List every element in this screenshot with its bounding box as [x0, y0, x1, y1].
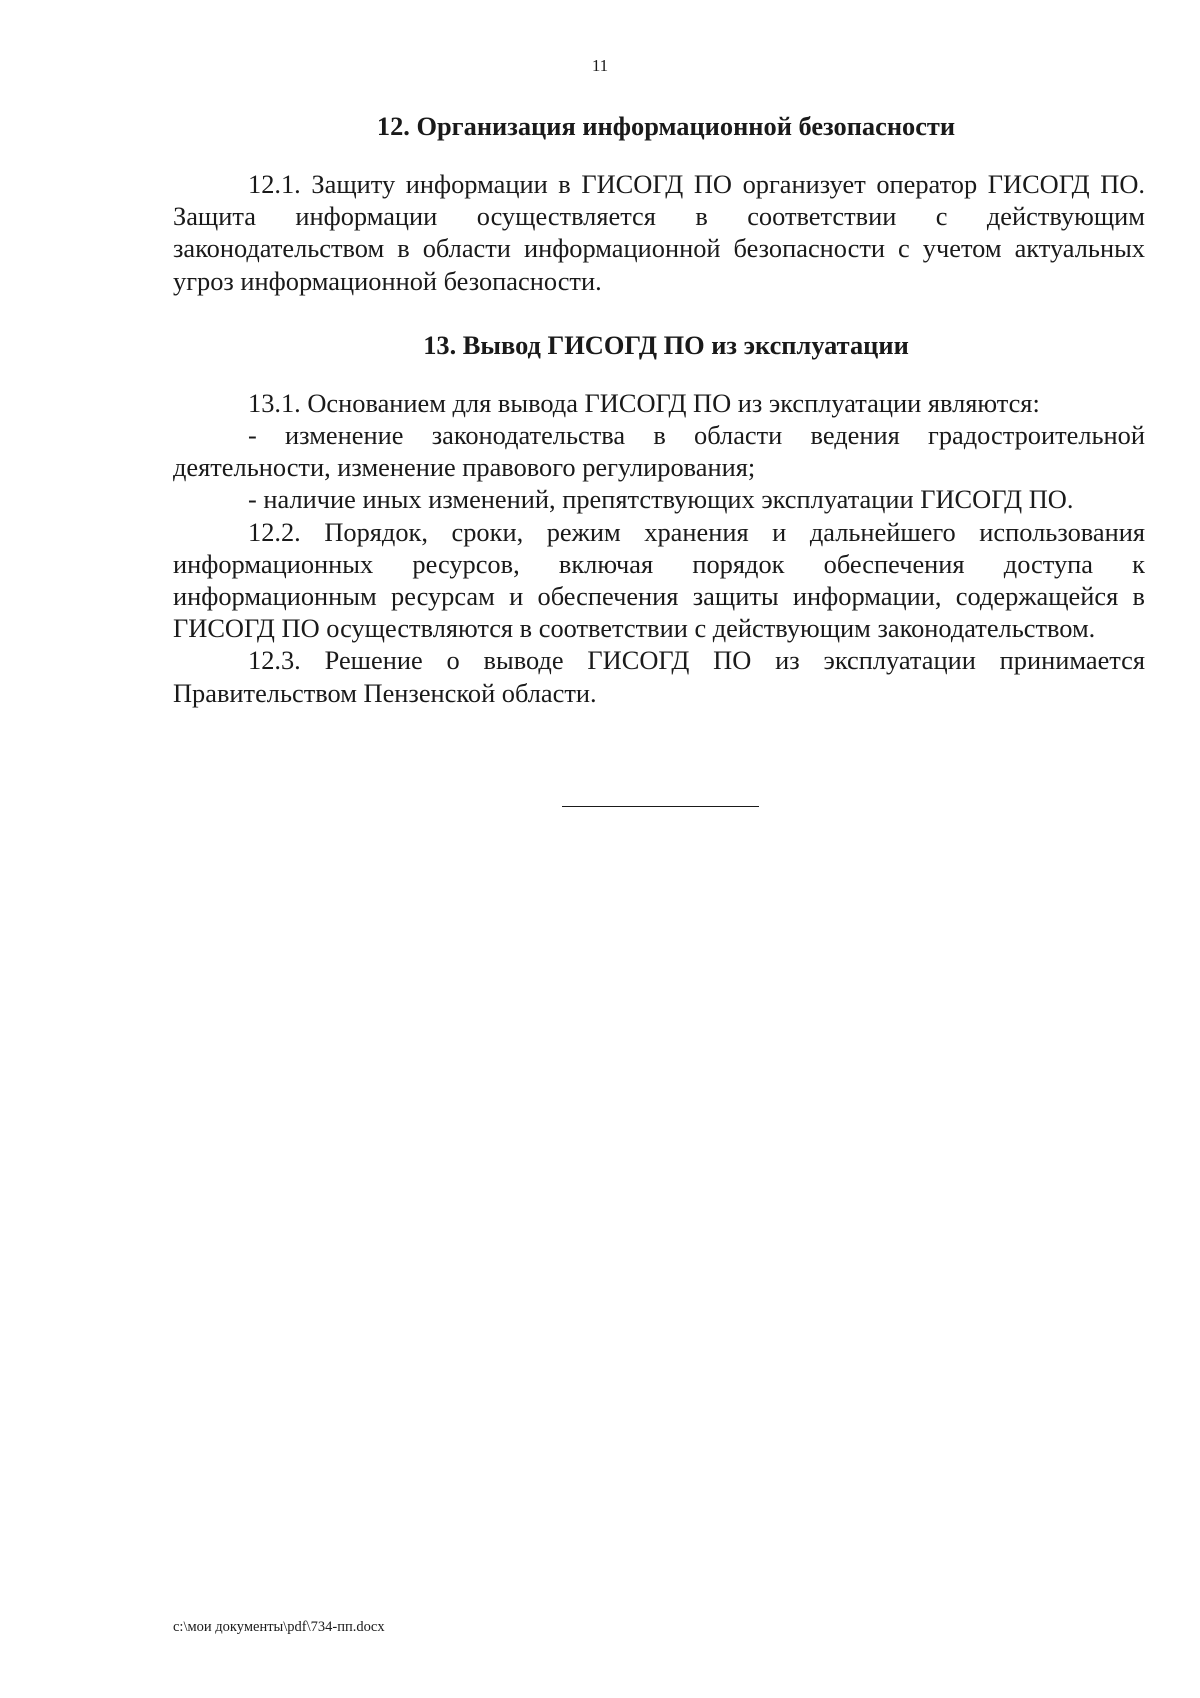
section-heading-12: 12. Организация информационной безопасности	[376, 111, 956, 141]
paragraph-12-2: 12.2. Порядок, сроки, режим хранения и дальнейшего использования информационных ресурсов, включая порядок обеспечения доступа к информационным ресурсам и обеспечения защиты информации, содержащейся в ГИСОГД ПО осуществляются в соответствии с действующим законодательством.	[173, 516, 1145, 644]
footer-file-path: c:\мои документы\pdf\734-пп.docx	[173, 1619, 385, 1635]
paragraph-13-1: 13.1. Основанием для вывода ГИСОГД ПО из эксплуатации являются:	[248, 387, 1040, 418]
paragraph-12-3: 12.3. Решение о выводе ГИСОГД ПО из эксплуатации принимается Правительством Пензенской области.	[173, 645, 1145, 708]
paragraph-12-1: 12.1. Защиту информации в ГИСОГД ПО организует оператор ГИСОГД ПО. Защита информации осуществляется в соответствии с действующим законодательством в области информационной безопасности с учетом актуальных угроз информационной безопасности.	[173, 169, 1145, 296]
list-item-legislation-change: - изменение законодательства в области ведения градостроительной деятельности, изменение правового регулирования;	[173, 420, 1145, 483]
section-heading-13: 13. Вывод ГИСОГД ПО из эксплуатации	[423, 329, 909, 360]
list-item-other-changes: - наличие иных изменений, препятствующих эксплуатации ГИСОГД ПО.	[248, 484, 1074, 515]
end-separator-line	[562, 806, 759, 807]
page-number: 11	[591, 56, 609, 75]
document-body	[173, 110, 1145, 709]
